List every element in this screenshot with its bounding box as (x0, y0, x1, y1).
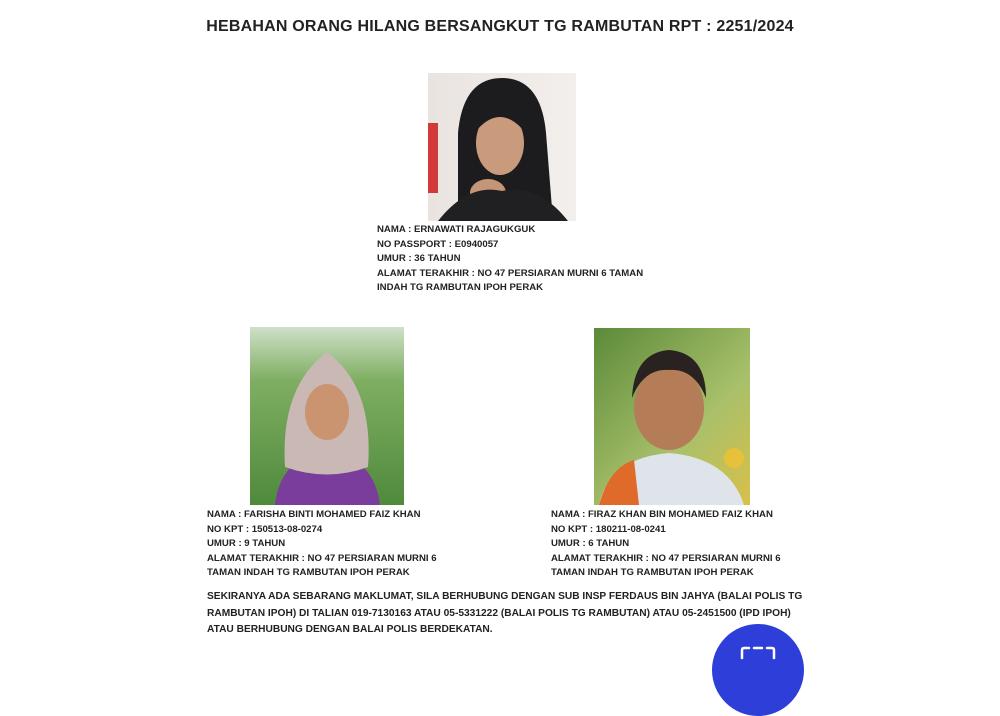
info-line: INDAH TG RAMBUTAN IPOH PERAK (377, 282, 544, 293)
person-info-farisha (207, 508, 437, 581)
photo-farisha (250, 327, 404, 505)
info-line: UMUR : 9 TAHUN (207, 538, 286, 549)
info-line: NAMA : FIRAZ KHAN BIN MOHAMED FAIZ KHAN (551, 509, 773, 520)
info-line: NAMA : FARISHA BINTI MOHAMED FAIZ KHAN (207, 509, 421, 520)
info-line: NAMA : ERNAWATI RAJAGUKGUK (377, 224, 536, 235)
document-title: HEBAHAN ORANG HILANG BERSANGKUT TG RAMBUTAN RPT : 2251/2024 (206, 18, 794, 35)
info-line: TAMAN INDAH TG RAMBUTAN IPOH PERAK (207, 567, 410, 578)
info-line: ALAMAT TERAKHIR : NO 47 PERSIARAN MURNI 6 (207, 552, 437, 564)
info-line: TAMAN INDAH TG RAMBUTAN IPOH PERAK (551, 567, 754, 578)
info-line: UMUR : 6 TAHUN (551, 538, 630, 549)
info-line: NO KPT : 150513-08-0274 (207, 523, 323, 535)
photo-ernawati (428, 73, 576, 221)
photo-firaz (594, 328, 750, 505)
person-info-firaz (551, 508, 781, 581)
contact-notice: SEKIRANYA ADA SEBARANG MAKLUMAT, SILA BERHUBUNG DENGAN SUB INSP FERDAUS BIN JAHYA (BALAI POLIS TG RAMBUTAN IPOH) DI TALIAN 019-7130163 ATAU 05-5331222 (BALAI POLIS TG RAMBUTAN) ATAU 05-2451500 (IPD IPOH) ATAU BERHUBUNG DENGAN BALAI POLIS BERDEKATAN. (207, 591, 803, 635)
scan-button[interactable] (712, 624, 804, 716)
info-line: UMUR : 36 TAHUN (377, 253, 461, 264)
person-info-ernawati (377, 223, 643, 296)
scan-icon (740, 646, 776, 666)
info-line: NO PASSPORT : E0940057 (377, 238, 499, 250)
info-line: NO KPT : 180211-08-0241 (551, 523, 666, 535)
info-line: ALAMAT TERAKHIR : NO 47 PERSIARAN MURNI 6 TAMAN (377, 267, 644, 279)
info-line: ALAMAT TERAKHIR : NO 47 PERSIARAN MURNI 6 (551, 552, 781, 564)
